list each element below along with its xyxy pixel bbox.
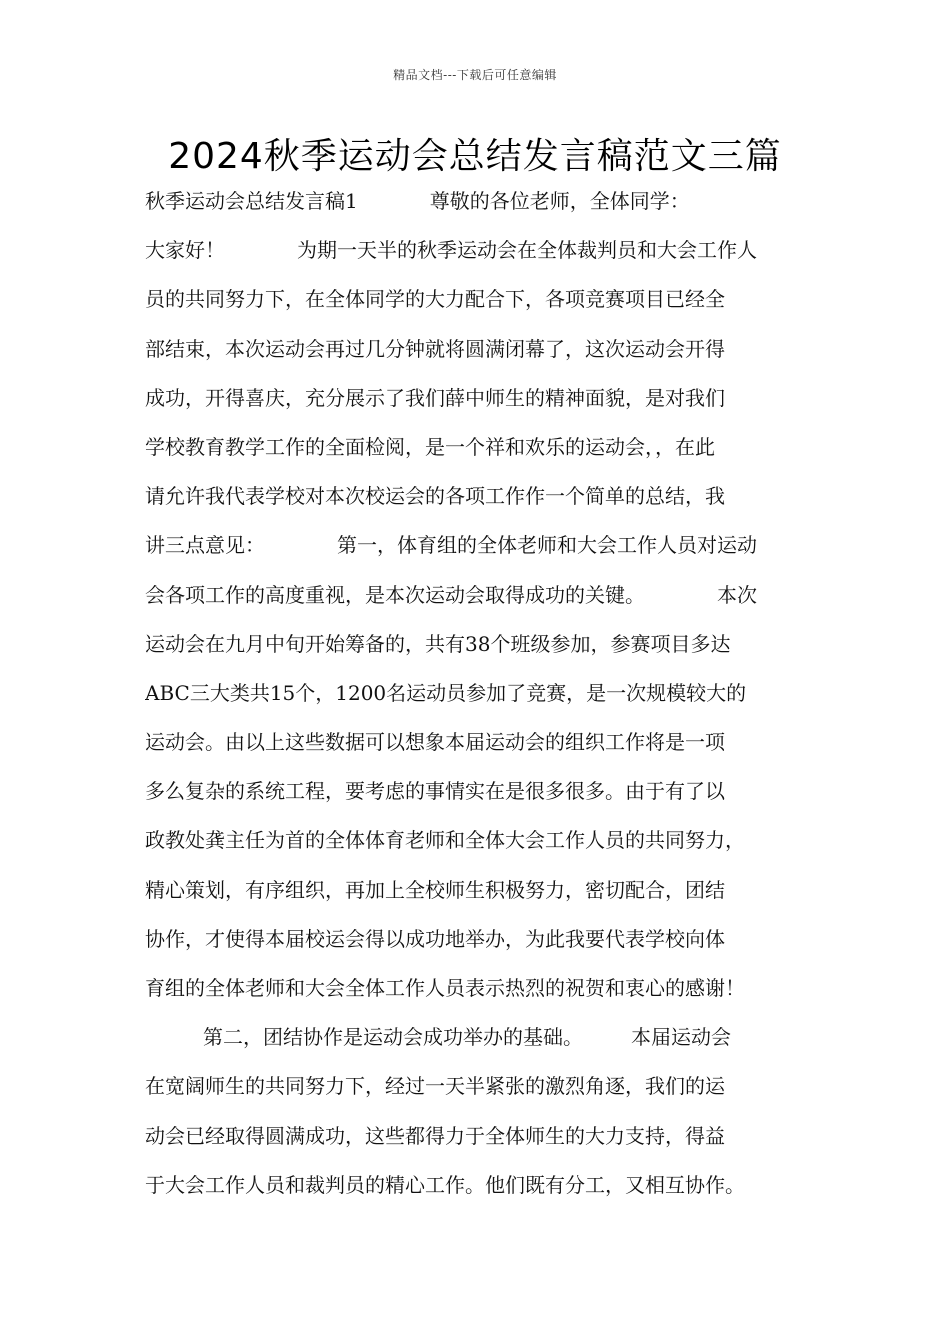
text-line: 运动会在九月中旬开始筹备的，共有38个班级参加，参赛项目多达 [145, 631, 731, 656]
text-line: 第二，团结协作是运动会成功举办的基础。 本届运动会 [203, 1025, 731, 1050]
greeting: 大家好！ [145, 238, 225, 263]
text-line: 请允许我代表学校对本次校运会的各项工作作一个简单的总结，我 [145, 484, 725, 509]
text-line: 部结束，本次运动会再过几分钟就将圆满闭幕了，这次运动会开得 [145, 336, 725, 361]
text-line: 会各项工作的高度重视，是本次运动会取得成功的关键。 本次 [145, 582, 757, 607]
text-line: 于大会工作人员和裁判员的精心工作。他们既有分工，又相互协作。 [145, 1172, 745, 1197]
document-body [145, 181, 835, 1214]
text-line: 讲三点意见： 第一，体育组的全体老师和大会工作人员对运动 [145, 533, 757, 558]
header-note: 精品文档---下载后可任意编辑 [393, 68, 557, 82]
text-line: 动会已经取得圆满成功，这些都得力于全体师生的大力支持，得益 [145, 1123, 725, 1148]
text-line [145, 181, 835, 230]
text-line: 协作，才使得本届校运会得以成功地举办，为此我要代表学校向体 [145, 926, 725, 951]
text-line: 政教处龚主任为首的全体体育老师和全体大会工作人员的共同努力， [145, 828, 745, 853]
section-heading: 秋季运动会总结发言稿1 [145, 189, 358, 213]
salutation: 尊敬的各位老师，全体同学： [429, 189, 690, 213]
text-line: 多么复杂的系统工程，要考虑的事情实在是很多很多。由于有了以 [145, 779, 725, 804]
text-line: 精心策划，有序组织，再加上全校师生积极努力，密切配合，团结 [145, 877, 725, 902]
text-line: 成功，开得喜庆，充分展示了我们薛中师生的精神面貌，是对我们 [145, 385, 725, 410]
text-line: 育组的全体老师和大会全体工作人员表示热烈的祝贺和衷心的感谢！ [145, 976, 745, 1000]
document-title: 2024秋季运动会总结发言稿范文三篇 [168, 136, 782, 177]
text-line: 学校教育教学工作的全面检阅，是一个祥和欢乐的运动会，，在此 [145, 434, 715, 459]
text-line: 大家好！ 为期一天半的秋季运动会在全体裁判员和大会工作人 [145, 238, 757, 263]
text-line: 运动会。由以上这些数据可以想象本届运动会的组织工作将是一项 [145, 730, 725, 755]
text-line: ABC三大类共15个，1200名运动员参加了竞赛，是一次规模较大的 [145, 680, 747, 705]
text-line: 员的共同努力下，在全体同学的大力配合下，各项竞赛项目已经全 [145, 287, 725, 312]
text-line: 在宽阔师生的共同努力下，经过一天半紧张的激烈角逐，我们的运 [145, 1074, 725, 1099]
